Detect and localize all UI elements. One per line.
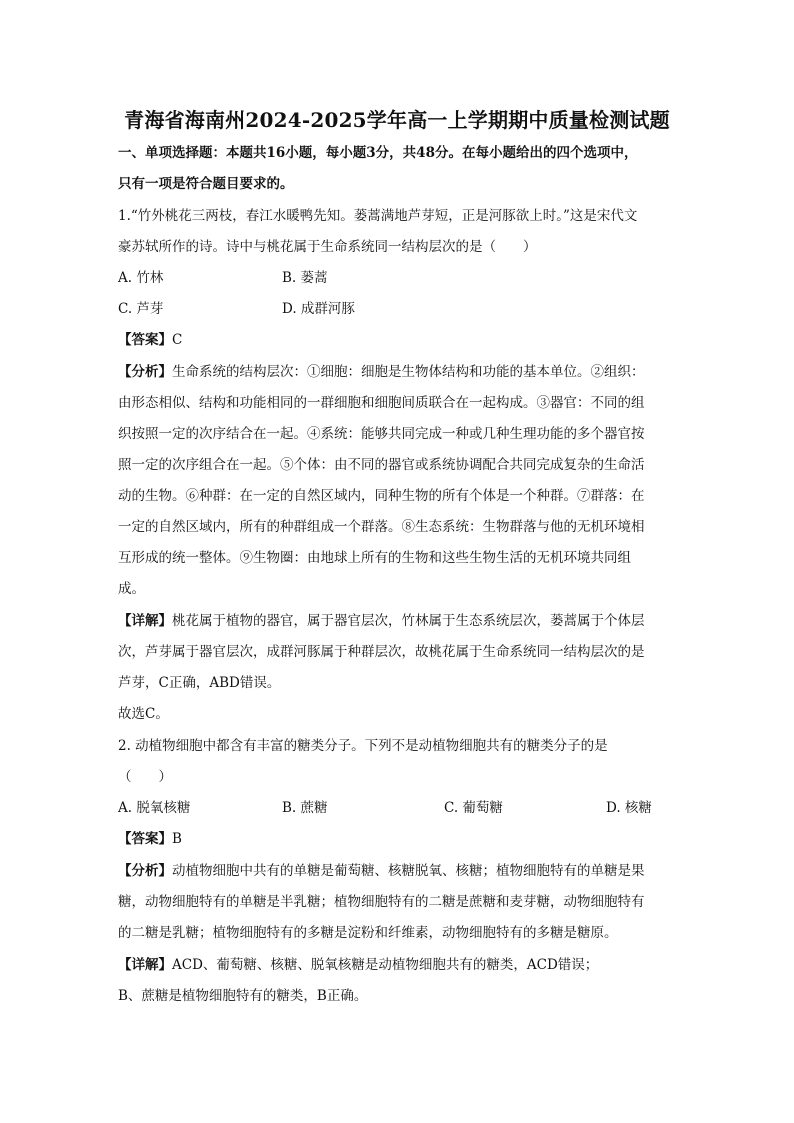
- q2-answer-value: B: [172, 831, 182, 847]
- q1-option-d: D. 成群河豚: [282, 301, 355, 317]
- q1-detail-text: 桃花属于植物的器官，属于器官层次，竹林属于生态系统层次，蒌蒿属于个体层: [172, 613, 645, 629]
- q1-analysis-text: 生命系统的结构层次：①细胞：细胞是生物体结构和功能的基本单位。②组织：: [172, 364, 645, 380]
- q1-detail-line-1: [118, 611, 645, 631]
- q2-detail-line-2: B、蔗糖是植物细胞特有的糖类，B正确。: [118, 988, 368, 1004]
- q2-detail-line-1: [118, 955, 598, 975]
- section-instructions-line-2: 只有一项是符合题目要求的。: [118, 176, 294, 192]
- q1-answer: [118, 330, 182, 350]
- q1-analysis-line-1: [118, 362, 645, 382]
- q2-detail-label: 【详解】: [118, 957, 172, 973]
- q1-option-b: B. 蒌蒿: [282, 270, 328, 286]
- q2-analysis-label: 【分析】: [118, 863, 172, 879]
- q2-option-b: B. 蔗糖: [282, 800, 328, 816]
- q2-answer: [118, 829, 182, 849]
- q1-option-a: A. 竹林: [118, 270, 164, 286]
- q1-analysis-line-7: 互形成的统一整体。⑨生物圈：由地球上所有的生物和这些生物生活的无机环境共同组: [118, 550, 631, 566]
- q2-option-d: D. 核糖: [606, 800, 652, 816]
- section-instructions-line-1: 一、单项选择题：本题共16小题，每小题3分，共48分。在每小题给出的四个选项中，: [118, 145, 638, 161]
- q1-analysis-line-8: 成。: [118, 581, 145, 597]
- q2-analysis-line-2: 糖，动物细胞特有的单糖是半乳糖；植物细胞特有的二糖是蔗糖和麦芽糖，动物细胞特有: [118, 894, 645, 910]
- q1-stem-line-2: 豪苏轼所作的诗。诗中与桃花属于生命系统同一结构层次的是（ ）: [118, 239, 537, 255]
- q1-conclusion: 故选C。: [118, 706, 169, 722]
- q1-option-c: C. 芦芽: [118, 301, 164, 317]
- q1-detail-line-3: 芦芽，C正确，ABD错误。: [118, 675, 281, 691]
- q2-option-a: A. 脱氧核糖: [118, 800, 191, 816]
- q1-analysis-line-4: 照一定的次序组合在一起。⑤个体：由不同的器官或系统协调配合共同完成复杂的生命活: [118, 457, 645, 473]
- q1-detail-label: 【详解】: [118, 613, 172, 629]
- q2-stem-line-2: （ ）: [118, 769, 172, 785]
- q2-analysis-line-1: [118, 861, 645, 881]
- q2-option-c: C. 葡萄糖: [444, 800, 503, 816]
- q2-analysis-text: 动植物细胞中共有的单糖是葡萄糖、核糖脱氧、核糖；植物细胞特有的单糖是果: [172, 863, 645, 879]
- q2-answer-label: 【答案】: [118, 831, 172, 847]
- page-title: 青海省海南州2024-2025学年高一上学期期中质量检测试题: [124, 108, 670, 132]
- q2-detail-text: ACD、葡萄糖、核糖、脱氧核糖是动植物细胞共有的糖类，ACD错误；: [172, 957, 599, 973]
- q1-detail-line-2: 次，芦芽属于器官层次，成群河豚属于种群层次，故桃花属于生命系统同一结构层次的是: [118, 644, 645, 660]
- q1-answer-label: 【答案】: [118, 332, 172, 348]
- q1-analysis-line-5: 动的生物。⑥种群：在一定的自然区域内，同种生物的所有个体是一个种群。⑦群落：在: [118, 488, 645, 504]
- q1-analysis-label: 【分析】: [118, 364, 172, 380]
- q1-answer-value: C: [172, 332, 183, 348]
- q1-analysis-line-2: 由形态相似、结构和功能相同的一群细胞和细胞间质联合在一起构成。③器官：不同的组: [118, 395, 645, 411]
- q1-analysis-line-6: 一定的自然区域内，所有的种群组成一个群落。⑧生态系统：生物群落与他的无机环境相: [118, 519, 645, 535]
- q2-analysis-line-3: 的二糖是乳糖；植物细胞特有的多糖是淀粉和纤维素，动物细胞特有的多糖是糖原。: [118, 925, 618, 941]
- q1-stem-line-1: 1.“竹外桃花三两枝，春江水暖鸭先知。蒌蒿满地芦芽短，正是河豚欲上时。”这是宋代文: [118, 208, 638, 224]
- q1-analysis-line-3: 织按照一定的次序结合在一起。④系统：能够共同完成一种或几种生理功能的多个器官按: [118, 426, 645, 442]
- q2-stem-line-1: 2. 动植物细胞中都含有丰富的糖类分子。下列不是动植物细胞共有的糖类分子的是: [118, 738, 608, 754]
